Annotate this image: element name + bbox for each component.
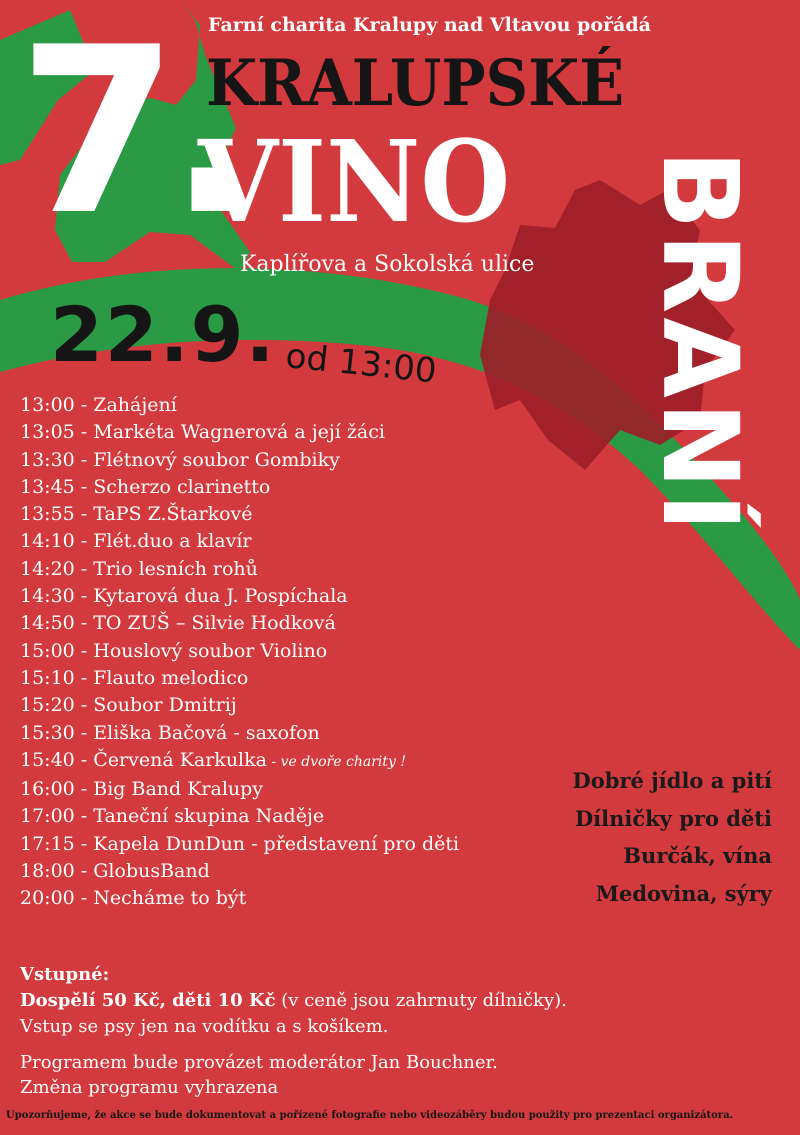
tickets-heading: Vstupné:: [20, 964, 110, 985]
schedule-item-text: 13:45 - Scherzo clarinetto: [20, 475, 271, 498]
schedule-item-text: 14:50 - TO ZUŠ – Silvie Hodková: [20, 612, 336, 635]
event-date: 22.9.: [50, 290, 277, 379]
schedule-item: [20, 556, 459, 583]
moderator-note: Programem bude provázet moderátor Jan Bouchner.: [20, 1052, 498, 1073]
schedule-item-text: 15:30 - Eliška Bačová - saxofon: [20, 721, 320, 744]
tickets-section: [20, 962, 567, 1040]
schedule-item: [20, 638, 459, 665]
schedule-item-note: - ve dvoře charity !: [266, 753, 406, 770]
schedule-item-text: 14:30 - Kytarová dua J. Pospíchala: [20, 585, 348, 608]
title-kralupske: KRALUPSKÉ: [206, 46, 625, 121]
offer-item: Burčák, vína: [623, 843, 772, 868]
schedule-item: [20, 583, 459, 610]
program-change-note: Změna programu vyhrazena: [20, 1077, 279, 1098]
schedule-item-text: 18:00 - GlobusBand: [20, 860, 210, 883]
offer-item: Dobré jídlo a pití: [572, 768, 772, 793]
schedule-item: [20, 665, 459, 692]
edition-number: 7.: [18, 0, 246, 266]
schedule-item-text: 20:00 - Necháme to být: [20, 887, 247, 910]
schedule-item: [20, 692, 459, 719]
tickets-prices: Dospělí 50 Kč, děti 10 Kč: [20, 990, 276, 1011]
offer-item: Medovina, sýry: [595, 880, 772, 906]
schedule-item-text: 17:00 - Taneční skupina Naděje: [20, 805, 325, 828]
schedule-item: [20, 447, 459, 474]
schedule-item: [20, 610, 459, 637]
footer-notes: [20, 1050, 498, 1100]
schedule-item-text: 16:00 - Big Band Kralupy: [20, 778, 264, 801]
disclaimer-text: Upozorňujeme, že akce se bude dokumentovat a pořízené fotografie nebo videozáběry budou použity pro prezentaci organizátora.: [6, 1110, 734, 1121]
offer-item: Dílničky pro děti: [574, 805, 772, 831]
schedule-item-text: 13:55 - TaPS Z.Štarkové: [20, 503, 253, 526]
schedule-item: [20, 747, 459, 776]
schedule-item-text: 13:30 - Flétnový soubor Gombiky: [20, 448, 340, 471]
schedule-item: [20, 392, 459, 419]
schedule-item: [20, 885, 459, 912]
schedule-item-text: 15:00 - Houslový soubor Violino: [20, 639, 328, 662]
schedule-item: [20, 501, 459, 528]
schedule-item-text: 14:20 - Trio lesních rohů: [20, 557, 258, 580]
schedule-item: [20, 474, 459, 501]
schedule-item: [20, 803, 459, 830]
schedule-item-text: 15:20 - Soubor Dmitrij: [20, 694, 237, 717]
program-schedule: [20, 392, 459, 913]
schedule-item: [20, 776, 459, 803]
tickets-prices-note: (v ceně jsou zahrnuty dílničky).: [275, 990, 567, 1011]
title-brani-vertical: BRANÍ: [639, 150, 761, 536]
schedule-item: [20, 720, 459, 747]
schedule-item: [20, 528, 459, 555]
schedule-item-text: 14:10 - Flét.duo a klavír: [20, 530, 252, 553]
organizer-line: Farní charita Kralupy nad Vltavou pořádá: [208, 14, 651, 36]
schedule-item-text: 15:10 - Flauto melodico: [20, 666, 249, 689]
schedule-item: [20, 858, 459, 885]
schedule-item: [20, 831, 459, 858]
venue-text: Kaplířova a Sokolská ulice: [240, 252, 535, 277]
tickets-dogs-rule: Vstup se psy jen na vodítku a s košíkem.: [20, 1016, 389, 1037]
event-start-time: od 13:00: [283, 336, 439, 392]
tickets-prices-line: [20, 988, 567, 1014]
schedule-item: [20, 419, 459, 446]
offers-list: [500, 762, 772, 912]
schedule-item-text: 13:00 - Zahájení: [20, 394, 177, 416]
schedule-item-text: 17:15 - Kapela DunDun - představení pro děti: [20, 832, 460, 855]
schedule-item-text: 13:05 - Markéta Wagnerová a její žáci: [20, 421, 385, 444]
title-vino: VINO: [198, 117, 511, 248]
schedule-item-text: 15:40 - Červená Karkulka: [20, 748, 267, 771]
